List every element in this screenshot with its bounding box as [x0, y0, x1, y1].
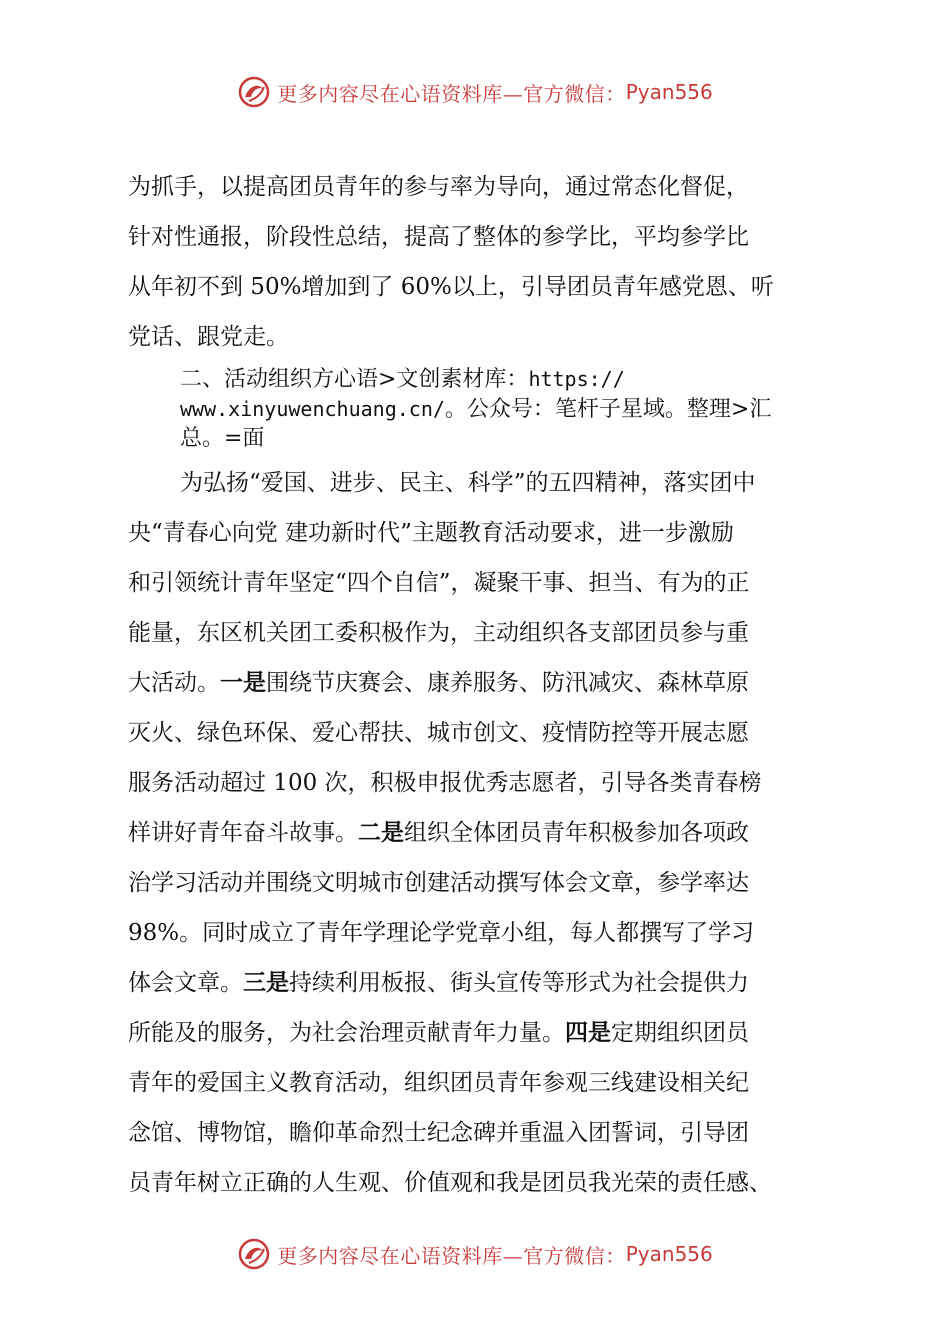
text-line: 和引领统计青年坚定“四个自信”，凝聚干事、担当、有为的正 [128, 570, 750, 596]
text-line [128, 658, 828, 708]
header-banner [0, 70, 950, 114]
text-line: 从年初不到 50%增加到了 60%以上，引导团员青年感党恩、听 [128, 274, 774, 300]
text-line: 为抓手，以提高团员青年的参与率为导向，通过常态化督促， [128, 174, 749, 200]
text-line: 98%。同时成立了青年学理论学党章小组，每人都撰写了学习 [128, 920, 755, 946]
banner-wechat-id: Pyan556 [625, 1242, 713, 1266]
document-body [128, 162, 828, 1208]
text-run: 持续利用板报、街头宣传等形式为社会提供力 [289, 970, 749, 996]
paragraph-1 [128, 162, 828, 362]
heading-line: 总。=面 [180, 426, 265, 451]
heading-url-part: https:// [528, 367, 625, 391]
text-line: 青年的爱国主义教育活动，组织团员青年参观三线建设相关纪 [128, 1070, 749, 1096]
text-line: 能量，东区机关团工委积极作为，主动组织各支部团员参与重 [128, 620, 749, 646]
text-line: 针对性通报，阶段性总结，提高了整体的参学比，平均参学比 [128, 224, 749, 250]
text-line: 服务活动超过 100 次，积极申报优秀志愿者，引导各类青春榜 [128, 770, 762, 796]
text-run: 样讲好青年奋斗故事。 [128, 820, 358, 846]
text-line: 治学习活动并围绕文明城市创建活动撰写体会文章，参学率达 [128, 870, 749, 896]
bold-marker: 一是 [220, 670, 266, 696]
text-line [128, 958, 828, 1008]
bold-marker: 四是 [565, 1020, 611, 1046]
text-run: 组织全体团员青年积极参加各项政 [404, 820, 749, 846]
text-line: 员青年树立正确的人生观、价值观和我是团员我光荣的责任感、 [128, 1170, 772, 1196]
banner-wechat-id: Pyan556 [625, 80, 713, 104]
text-run: 围绕节庆赛会、康养服务、防汛减灾、森林草原 [266, 670, 749, 696]
text-line: 央“青春心向党 建功新时代”主题教育活动要求，进一步激励 [128, 520, 734, 546]
heading-url: www.xinyuwenchuang.cn/ [180, 397, 445, 421]
heading-line [180, 364, 828, 394]
heading-line [180, 394, 828, 424]
banner-text: 更多内容尽在心语资料库—官方微信： [277, 1243, 626, 1268]
text-run: 所能及的服务，为社会治理贡献青年力量。 [128, 1020, 565, 1046]
banner-text: 更多内容尽在心语资料库—官方微信： [277, 81, 626, 106]
bold-marker: 三是 [243, 970, 289, 996]
text-run: 定期组织团员 [611, 1020, 749, 1046]
text-run: 体会文章。 [128, 970, 243, 996]
text-line: 念馆、博物馆，瞻仰革命烈士纪念碑并重温入团誓词，引导团 [128, 1120, 749, 1146]
swirl-logo-icon [237, 75, 271, 109]
text-run: 大活动。 [128, 670, 220, 696]
text-line: 为弘扬“爱国、进步、民主、科学”的五四精神，落实团中 [180, 470, 756, 496]
text-line [128, 808, 828, 858]
text-line: 党话、跟党走。 [128, 324, 289, 350]
footer-banner [0, 1232, 950, 1276]
heading-text: 二、活动组织方心语>文创素材库： [180, 367, 529, 392]
paragraph-2 [128, 458, 828, 1208]
swirl-logo-icon [237, 1237, 271, 1271]
heading-text: 。公众号：笔杆子星域。整理>汇 [444, 397, 772, 422]
bold-marker: 二是 [358, 820, 404, 846]
section-heading [180, 364, 828, 454]
text-line: 灭火、绿色环保、爱心帮扶、城市创文、疫情防控等开展志愿 [128, 720, 749, 746]
text-line [128, 1008, 828, 1058]
